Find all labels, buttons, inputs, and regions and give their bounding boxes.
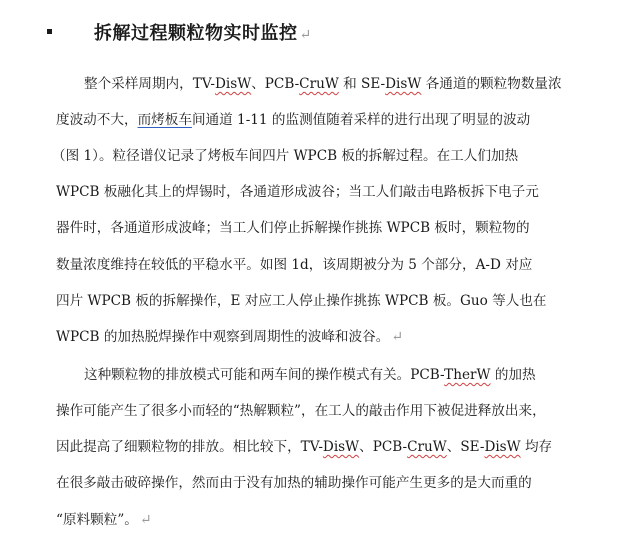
paragraph-2-line-4[interactable]: 在很多敲击破碎操作，然而由于没有加热的辅助操作可能产生更多的是大而重的 [56,475,532,491]
spellcheck-word: TherW [444,367,491,383]
text-run: 因此提高了细颗粒物的排放。相比较下，TV- [56,439,323,455]
text-run: 均存 [520,439,553,455]
text-run: 间通道 1-11 的监测值随着采样的进行出现了明显的波动 [191,112,531,128]
spellcheck-word: CruW [407,439,447,455]
paragraph-2-line-5[interactable] [56,510,152,530]
text-run: 、PCB- [251,76,300,92]
text-run: 的加热 [490,367,536,383]
text-run: “原料颗粒”。 [56,512,138,528]
paragraph-1-line-6[interactable]: 数量浓度维持在较低的平稳水平。如图 1d，该周期被分为 5 个部分，A-D 对应 [56,257,533,273]
text-run: 各通道的颗粒物数量浓 [421,76,562,92]
paragraph-mark-icon: ↵ [299,27,312,43]
text-run: 和 SE- [338,76,386,92]
spellcheck-word: CruW [299,76,339,92]
paragraph-1-line-3[interactable]: （图 1）。粒径谱仪记录了烤板车间四片 WPCB 板的拆解过程。在工人们加热 [52,148,519,164]
spellcheck-word: DisW [322,439,360,455]
text-run: 、PCB- [359,439,408,455]
paragraph-mark-icon: ↵ [391,329,404,345]
paragraph-1-line-8[interactable] [56,327,403,347]
paragraph-1-line-2[interactable] [56,110,530,130]
spellcheck-word: DisW [484,439,521,455]
spellcheck-word: DisW [385,76,422,92]
spellcheck-word: DisW [214,76,252,92]
grammar-underlined-text: 而烤板车 [137,112,192,128]
paragraph-mark-icon: ↵ [139,512,152,528]
text-run: TV- [192,76,215,92]
paragraph-1-line-7[interactable]: 四片 WPCB 板的拆解操作，E 对应工人停止操作挑拣 WPCB 板。Guo 等人也在 [56,293,547,309]
bullet-marker [47,29,52,34]
text-run: 度波动不大， [56,112,138,128]
text-run: 整个采样周期内， [84,76,193,92]
paragraph-2-line-3[interactable] [56,437,552,457]
paragraph-1-line-4[interactable]: WPCB 板融化其上的焊锡时，各通道形成波谷；当工人们敲击电路板拆下电子元 [56,184,539,200]
paragraph-2-line-2[interactable]: 操作可能产生了很多小而轻的“热解颗粒”，在工人的敲击作用下被促进释放出来， [56,403,546,419]
text-run: 、SE- [446,439,485,455]
paragraph-2-line-1[interactable] [84,365,536,385]
text-run: WPCB 的加热脱焊操作中观察到周期性的波峰和波谷。 [56,329,390,345]
section-heading[interactable] [94,19,312,45]
text-run: 这种颗粒物的排放模式可能和两车间的操作模式有关。PCB- [84,367,445,383]
heading-text: 拆解过程颗粒物实时监控 [94,23,298,44]
paragraph-1-line-1[interactable] [84,74,562,94]
paragraph-1-line-5[interactable]: 器件时，各通道形成波峰；当工人们停止拆解操作挑拣 WPCB 板时，颗粒物的 [56,220,530,236]
